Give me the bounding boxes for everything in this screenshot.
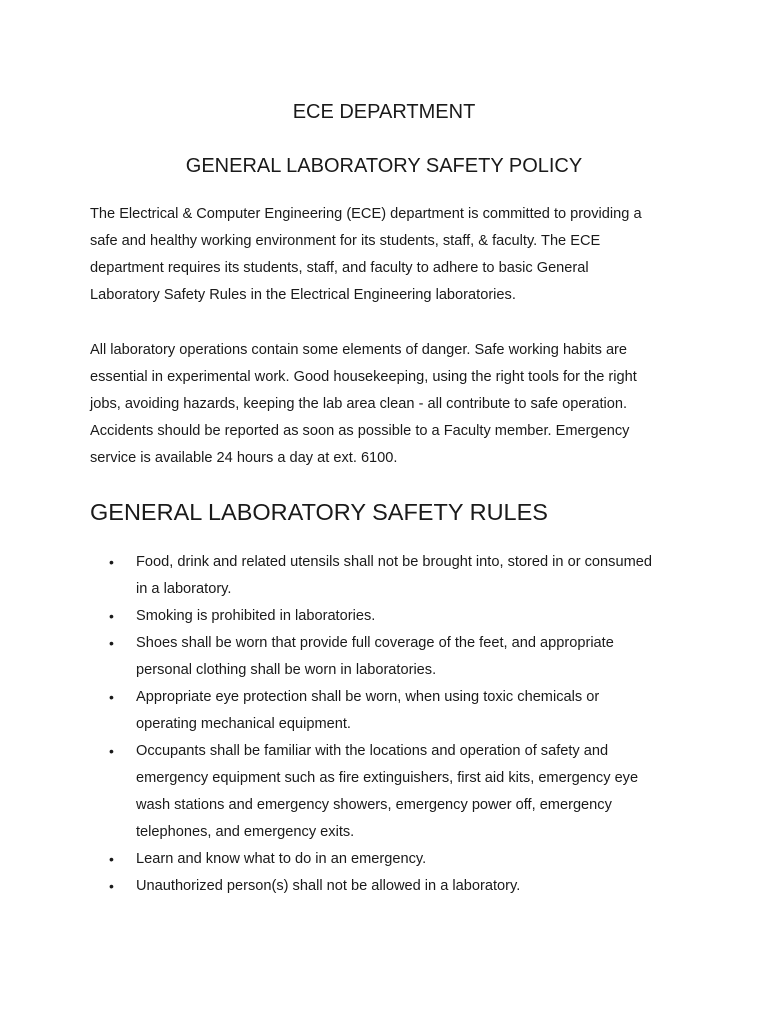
intro-line: safe and healthy working environment for its students, staff, & faculty. The ECE (90, 233, 601, 249)
list-item (90, 684, 690, 738)
rule-line: wash stations and emergency showers, emergency power off, emergency (136, 797, 612, 813)
rule-line: personal clothing shall be worn in laboratories. (136, 662, 437, 678)
rules-heading: GENERAL LABORATORY SAFETY RULES (90, 499, 548, 525)
rule-line: Smoking is prohibited in laboratories. (136, 608, 376, 624)
bullet-icon: • (109, 851, 114, 867)
intro-line: department requires its students, staff, and faculty to adhere to basic General (90, 260, 589, 276)
rule-line: telephones, and emergency exits. (136, 824, 355, 840)
rule-line: emergency equipment such as fire extinguishers, first aid kits, emergency eye (136, 770, 639, 786)
bullet-icon: • (109, 554, 114, 570)
rule-line: Shoes shall be worn that provide full coverage of the feet, and appropriate (136, 635, 614, 651)
bullet-icon: • (109, 878, 114, 894)
danger-line: jobs, avoiding hazards, keeping the lab area clean - all contribute to safe operation. (90, 396, 628, 412)
list-item (90, 846, 690, 873)
bullet-icon: • (109, 608, 114, 624)
rule-line: Appropriate eye protection shall be worn, when using toxic chemicals or (136, 689, 600, 705)
intro-line: The Electrical & Computer Engineering (ECE) department is committed to providing a (90, 206, 642, 222)
document-title: ECE DEPARTMENT (292, 101, 476, 123)
list-item (90, 738, 690, 846)
rule-line: Food, drink and related utensils shall not be brought into, stored in or consumed (136, 554, 652, 570)
rule-line: Occupants shall be familiar with the locations and operation of safety and (136, 743, 609, 759)
list-item (90, 873, 690, 900)
rule-line: operating mechanical equipment. (136, 716, 351, 732)
danger-line: service is available 24 hours a day at ext. 6100. (90, 450, 398, 466)
intro-line: Laboratory Safety Rules in the Electrical Engineering laboratories. (90, 287, 516, 303)
bullet-icon: • (109, 743, 114, 759)
list-item (90, 630, 690, 684)
bullet-icon: • (109, 689, 114, 705)
danger-line: essential in experimental work. Good housekeeping, using the right tools for the right (90, 369, 637, 385)
bullet-icon: • (109, 635, 114, 651)
rule-line: in a laboratory. (136, 581, 232, 597)
document-subtitle: GENERAL LABORATORY SAFETY POLICY (185, 155, 583, 177)
rules-list (90, 549, 690, 900)
intro-paragraph (90, 201, 680, 309)
list-item (90, 549, 690, 603)
rule-line: Learn and know what to do in an emergency. (136, 851, 427, 867)
danger-line: Accidents should be reported as soon as possible to a Faculty member. Emergency (90, 423, 630, 439)
danger-paragraph (90, 337, 680, 472)
rule-line: Unauthorized person(s) shall not be allowed in a laboratory. (136, 878, 521, 894)
danger-line: All laboratory operations contain some elements of danger. Safe working habits are (90, 342, 628, 358)
list-item (90, 603, 690, 630)
